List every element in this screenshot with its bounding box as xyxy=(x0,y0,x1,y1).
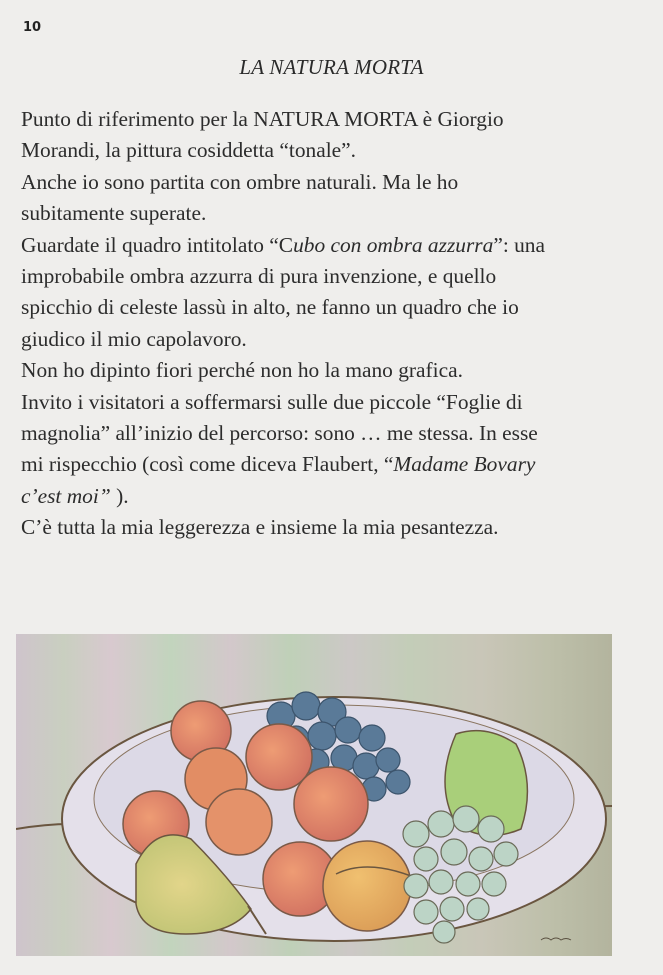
fruit-bowl-illustration xyxy=(16,634,612,956)
text-line: Non ho dipinto fiori perché non ho la mano grafica. xyxy=(21,358,463,383)
text-line: giudico il mio capolavoro. xyxy=(21,326,247,351)
text-line: Punto di riferimento per la NATURA MORTA è Giorgio xyxy=(21,107,504,131)
painting-title-italic: ubo con ombra azzurra xyxy=(293,232,494,257)
text-line: Invito i visitatori a soffermarsi sulle due piccole “Foglie di xyxy=(21,389,523,414)
page-number: 10 xyxy=(23,20,42,35)
text-line: magnolia” all’inizio del percorso: sono … me stessa. In esse xyxy=(21,421,538,446)
text-run: Guardate il quadro intitolato “C xyxy=(21,232,294,257)
text-run: ). xyxy=(110,483,129,508)
quote-italic: Madame Bovary xyxy=(393,452,536,477)
text-line xyxy=(21,481,651,512)
still-life-painting xyxy=(16,634,612,956)
quote-italic: c’est moi” xyxy=(21,483,111,508)
text-run: ”: una xyxy=(493,232,545,257)
text-line: spicchio di celeste lassù in alto, ne fanno un quadro che io xyxy=(21,295,519,320)
text-line xyxy=(21,449,651,480)
text-line: Anche io sono partita con ombre naturali. Ma le ho xyxy=(21,169,459,194)
text-line: Morandi, la pittura cosiddetta “tonale”. xyxy=(21,138,357,163)
text-line: subitamente superate. xyxy=(21,201,207,226)
text-run: mi rispecchio (così come diceva Flaubert, “ xyxy=(21,452,394,477)
page-title: LA NATURA MORTA xyxy=(239,55,424,79)
text-line xyxy=(21,230,651,261)
text-line: C’è tutta la mia leggerezza e insieme la mia pesantezza. xyxy=(21,515,499,540)
text-line: improbabile ombra azzurra di pura invenzione, e quello xyxy=(21,264,497,289)
body-paragraph xyxy=(21,104,651,544)
